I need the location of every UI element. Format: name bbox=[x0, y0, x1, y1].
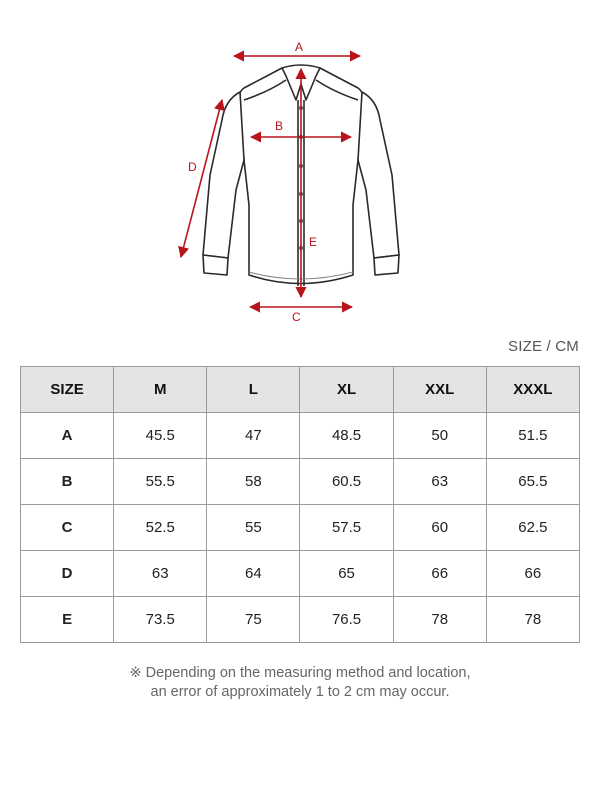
table-row bbox=[21, 597, 580, 643]
measure-b-label: B bbox=[275, 119, 284, 133]
measure-d-label: D bbox=[188, 160, 197, 174]
measure-a-label: A bbox=[295, 40, 304, 54]
table-cell: 50 bbox=[393, 413, 486, 459]
row-label: C bbox=[21, 505, 114, 551]
table-cell: 64 bbox=[207, 551, 300, 597]
table-header-cell: SIZE bbox=[21, 367, 114, 413]
table-row bbox=[21, 413, 580, 459]
table-cell: 51.5 bbox=[486, 413, 579, 459]
note-line-1: ※ Depending on the measuring method and location, bbox=[129, 665, 471, 681]
table-cell: 47 bbox=[207, 413, 300, 459]
table-cell: 63 bbox=[393, 459, 486, 505]
table-cell: 76.5 bbox=[300, 597, 393, 643]
table-cell: 66 bbox=[486, 551, 579, 597]
table-header-cell: L bbox=[207, 367, 300, 413]
unit-label: SIZE / CM bbox=[508, 338, 579, 355]
table-cell: 73.5 bbox=[114, 597, 207, 643]
row-label: A bbox=[21, 413, 114, 459]
table-cell: 65 bbox=[300, 551, 393, 597]
shirt-measurement-diagram bbox=[0, 0, 600, 330]
table-cell: 55 bbox=[207, 505, 300, 551]
row-label: D bbox=[21, 551, 114, 597]
measure-e-label: E bbox=[309, 235, 318, 249]
table-row bbox=[21, 459, 580, 505]
table-header-cell: XL bbox=[300, 367, 393, 413]
table-header-cell: XXL bbox=[393, 367, 486, 413]
table-cell: 60 bbox=[393, 505, 486, 551]
table-cell: 66 bbox=[393, 551, 486, 597]
measurement-note bbox=[0, 664, 600, 702]
table-cell: 78 bbox=[393, 597, 486, 643]
row-label: B bbox=[21, 459, 114, 505]
table-header-cell: XXXL bbox=[486, 367, 579, 413]
table-cell: 52.5 bbox=[114, 505, 207, 551]
table-cell: 75 bbox=[207, 597, 300, 643]
table-cell: 58 bbox=[207, 459, 300, 505]
size-table bbox=[20, 366, 580, 643]
table-cell: 78 bbox=[486, 597, 579, 643]
table-cell: 55.5 bbox=[114, 459, 207, 505]
table-cell: 48.5 bbox=[300, 413, 393, 459]
table-cell: 65.5 bbox=[486, 459, 579, 505]
table-cell: 62.5 bbox=[486, 505, 579, 551]
table-cell: 63 bbox=[114, 551, 207, 597]
table-row bbox=[21, 551, 580, 597]
note-line-2: an error of approximately 1 to 2 cm may occur. bbox=[150, 684, 450, 700]
table-cell: 57.5 bbox=[300, 505, 393, 551]
measure-c-label: C bbox=[292, 310, 301, 324]
table-header-cell: M bbox=[114, 367, 207, 413]
row-label: E bbox=[21, 597, 114, 643]
table-header-row bbox=[21, 367, 580, 413]
table-cell: 45.5 bbox=[114, 413, 207, 459]
table-cell: 60.5 bbox=[300, 459, 393, 505]
table-row bbox=[21, 505, 580, 551]
